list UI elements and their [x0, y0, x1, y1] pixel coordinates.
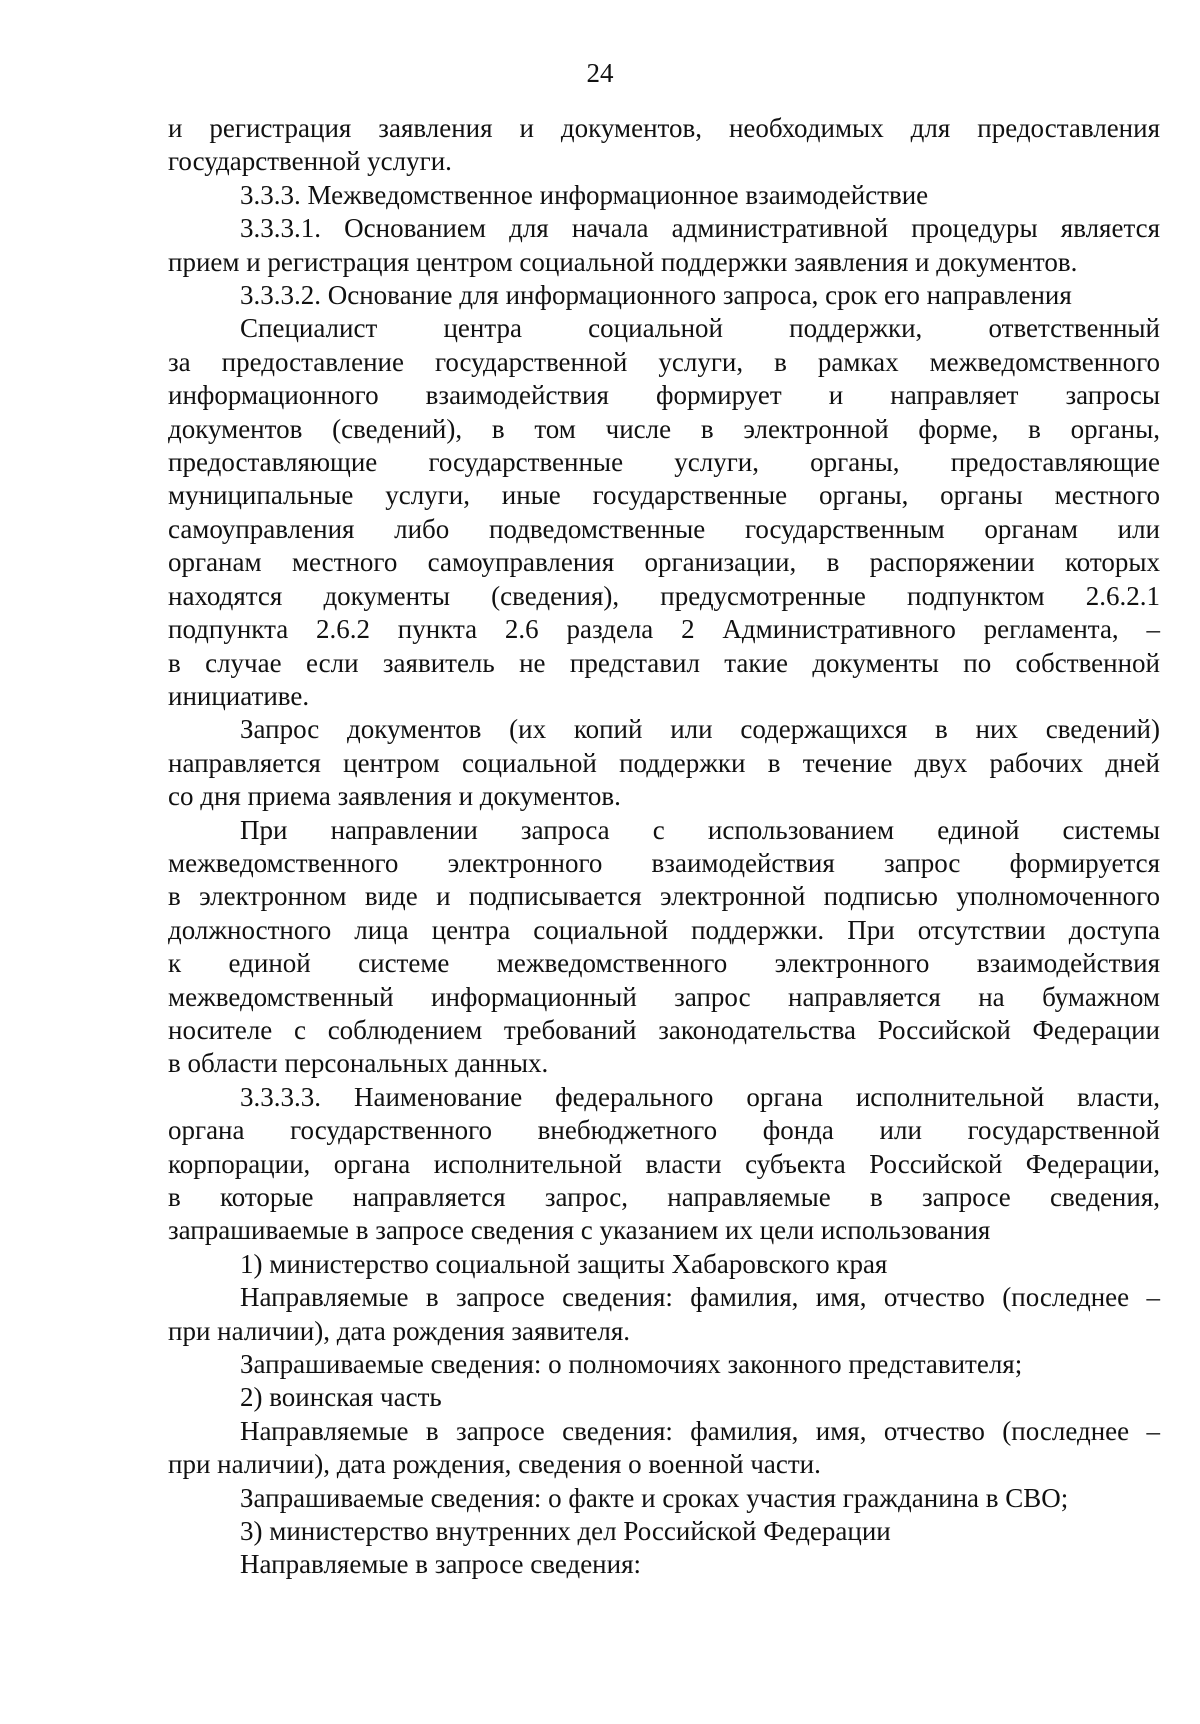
text-line: самоуправления либо подведомственные государственным органам или	[168, 513, 1160, 544]
text-line: носителе с соблюдением требований законодательства Российской Федерации	[168, 1014, 1160, 1045]
text-line: за предоставление государственной услуги, в рамках межведомственного	[168, 346, 1160, 377]
text-line: Направляемые в запросе сведения: фамилия, имя, отчество (последнее –	[240, 1282, 1160, 1313]
text-line: 3.3.3.1. Основанием для начала административной процедуры является	[240, 213, 1160, 244]
text-line: органа государственного внебюджетного фонда или государственной	[168, 1115, 1160, 1146]
text-line: информационного взаимодействия формирует и направляет запросы	[168, 380, 1160, 411]
text-line: Запрашиваемые сведения: о факте и сроках участия гражданина в СВО;	[240, 1482, 1069, 1513]
text-line: к единой системе межведомственного электронного взаимодействия	[168, 948, 1160, 979]
document-body	[168, 112, 1160, 1582]
text-line: Запрос документов (их копий или содержащихся в них сведений)	[240, 714, 1160, 745]
text-line: 2) воинская часть	[240, 1382, 442, 1413]
text-line: Направляемые в запросе сведения:	[240, 1549, 641, 1580]
text-line: предоставляющие государственные услуги, органы, предоставляющие	[168, 447, 1160, 478]
text-line: находятся документы (сведения), предусмотренные подпунктом 2.6.2.1	[168, 580, 1160, 611]
text-line: должностного лица центра социальной поддержки. При отсутствии доступа	[168, 914, 1160, 945]
text-line: при наличии), дата рождения заявителя.	[168, 1315, 631, 1346]
text-line: муниципальные услуги, иные государственные органы, органы местного	[168, 480, 1160, 511]
text-line: прием и регистрация центром социальной поддержки заявления и документов.	[168, 246, 1078, 277]
text-line: в случае если заявитель не представил такие документы по собственной	[168, 647, 1160, 678]
text-line: подпункта 2.6.2 пункта 2.6 раздела 2 Административного регламента, –	[168, 614, 1160, 645]
text-line: направляется центром социальной поддержки в течение двух рабочих дней	[168, 747, 1160, 778]
text-line: и регистрация заявления и документов, необходимых для предоставления	[168, 113, 1160, 143]
text-line: в которые направляется запрос, направляемые в запросе сведения,	[168, 1182, 1160, 1212]
text-line: Специалист центра социальной поддержки, ответственный	[240, 313, 1160, 344]
page-number: 24	[586, 58, 614, 88]
text-line: 3) министерство внутренних дел Российской Федерации	[240, 1516, 891, 1547]
text-line: 3.3.3.2. Основание для информационного запроса, срок его направления	[240, 280, 1072, 311]
text-line: запрашиваемые в запросе сведения с указанием их цели использования	[168, 1215, 991, 1246]
text-line: Запрашиваемые сведения: о полномочиях законного представителя;	[240, 1349, 1023, 1380]
text-line: в области персональных данных.	[168, 1048, 549, 1079]
text-line: органам местного самоуправления организации, в распоряжении которых	[168, 547, 1160, 578]
text-line: межведомственного электронного взаимодействия запрос формируется	[168, 847, 1160, 878]
text-line: государственной услуги.	[168, 146, 452, 177]
text-line: инициативе.	[168, 680, 310, 711]
text-line: 3.3.3. Межведомственное информационное взаимодействие	[240, 179, 929, 210]
text-line: 3.3.3.3. Наименование федерального органа исполнительной власти,	[240, 1081, 1160, 1112]
text-line: при наличии), дата рождения, сведения о военной части.	[168, 1449, 821, 1480]
text-line: Направляемые в запросе сведения: фамилия, имя, отчество (последнее –	[240, 1415, 1160, 1446]
text-line: со дня приема заявления и документов.	[168, 781, 621, 812]
text-line: При направлении запроса с использованием единой системы	[240, 814, 1160, 845]
text-line: корпорации, органа исполнительной власти субъекта Российской Федерации,	[168, 1148, 1160, 1179]
text-line: в электронном виде и подписывается электронной подписью уполномоченного	[168, 881, 1160, 912]
text-line: межведомственный информационный запрос направляется на бумажном	[168, 981, 1160, 1012]
text-line: документов (сведений), в том числе в электронной форме, в органы,	[168, 413, 1160, 444]
text-line: 1) министерство социальной защиты Хабаровского края	[240, 1248, 888, 1279]
